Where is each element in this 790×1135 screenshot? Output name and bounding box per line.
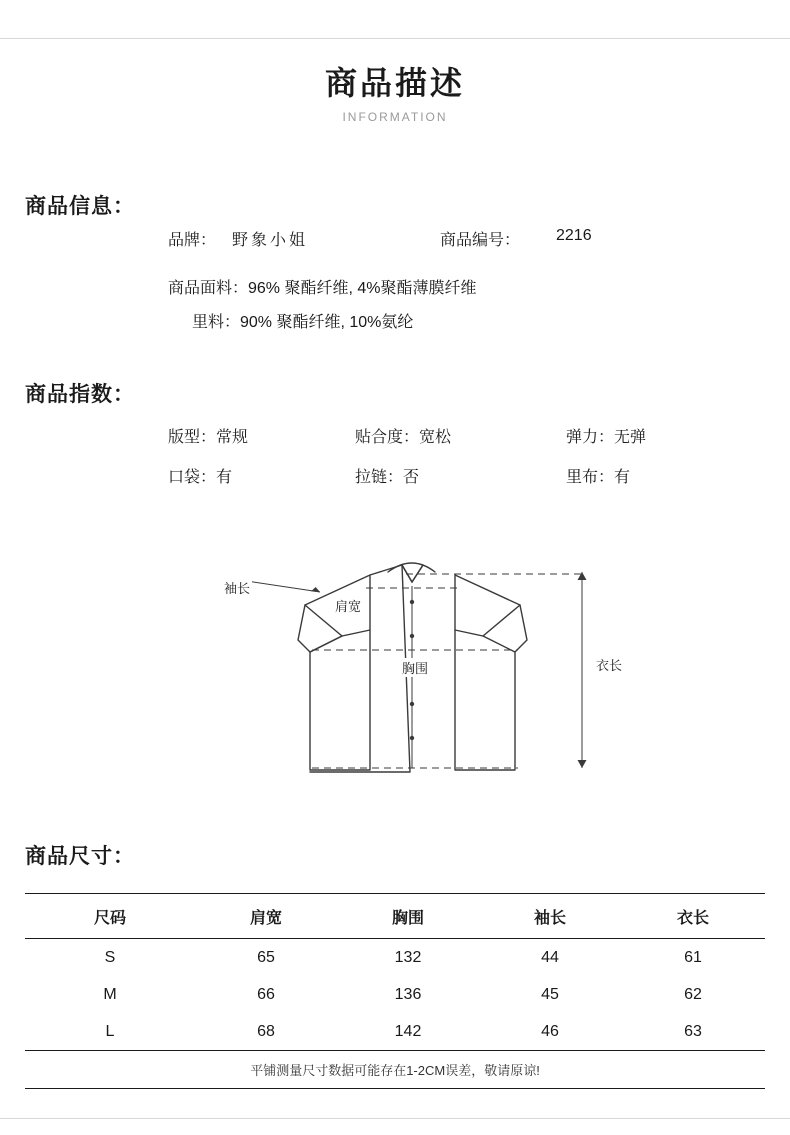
size-table [25,893,765,1089]
page-title-block [0,62,790,124]
section-heading-product-index: 商品指数： [25,383,135,406]
page-subtitle: INFORMATION [342,110,448,124]
product-code-label: 商品编号： [440,232,521,249]
top-divider [0,38,790,39]
index-item-fit-type: 版型：常规 [168,429,249,446]
column-header-sleeve: 袖长 [533,909,566,927]
cell-length: 62 [684,985,702,1003]
index-item-elasticity: 弹力：无弹 [566,429,647,446]
page-title: 商品描述 [324,65,465,101]
cell-sleeve: 45 [541,985,559,1003]
cell-length: 63 [684,1022,702,1040]
cell-shoulder: 68 [257,1022,275,1040]
cell-sleeve: 44 [541,948,559,966]
cell-shoulder: 65 [257,948,275,966]
section-heading-size: 商品尺寸： [25,845,135,868]
size-table-head [25,894,765,939]
cell-chest: 142 [394,1022,422,1040]
fabric-line: 商品面料：96% 聚酯纤维, 4%聚酯薄膜纤维 [168,280,477,297]
diagram-label-sleeve-length: 袖长 [222,578,252,597]
table-row [25,939,765,977]
measurement-note: 平铺测量尺寸数据可能存在1-2CM误差，敬请原谅! [250,1063,540,1078]
index-item-fit-degree: 贴合度：宽松 [355,429,452,446]
cell-chest: 136 [394,985,422,1003]
table-row [25,976,765,1013]
size-table-wrapper [25,893,765,1089]
lining-line: 里料：90% 聚酯纤维, 10%氨纶 [192,314,414,331]
cell-sleeve: 46 [541,1022,559,1040]
brand-value: 野象小姐 [232,232,309,249]
column-header-shoulder: 肩宽 [249,909,282,927]
table-note-row [25,1051,765,1089]
column-header-chest: 胸围 [391,909,424,927]
brand-label: 品牌： [168,232,217,249]
cell-length: 61 [684,948,702,966]
cell-shoulder: 66 [257,985,275,1003]
cell-size: M [103,985,117,1003]
table-row [25,1013,765,1051]
index-item-pocket: 口袋：有 [168,469,233,486]
cell-chest: 132 [394,948,422,966]
index-item-zipper: 拉链：否 [355,469,420,486]
size-table-body [25,939,765,1089]
table-header-row [25,894,765,939]
diagram-label-shoulder-width: 肩宽 [333,596,363,615]
cell-size: L [105,1022,115,1040]
product-code-value: 2216 [556,227,592,244]
diagram-label-garment-length: 衣长 [594,655,624,674]
diagram-label-chest: 胸围 [400,658,430,677]
column-header-size: 尺码 [93,909,126,927]
section-heading-product-info: 商品信息： [25,195,135,218]
bottom-divider [0,1118,790,1119]
garment-measurement-diagram [170,540,640,800]
column-header-length: 衣长 [676,909,709,927]
index-item-lining: 里布：有 [566,469,631,486]
cell-size: S [104,948,116,966]
